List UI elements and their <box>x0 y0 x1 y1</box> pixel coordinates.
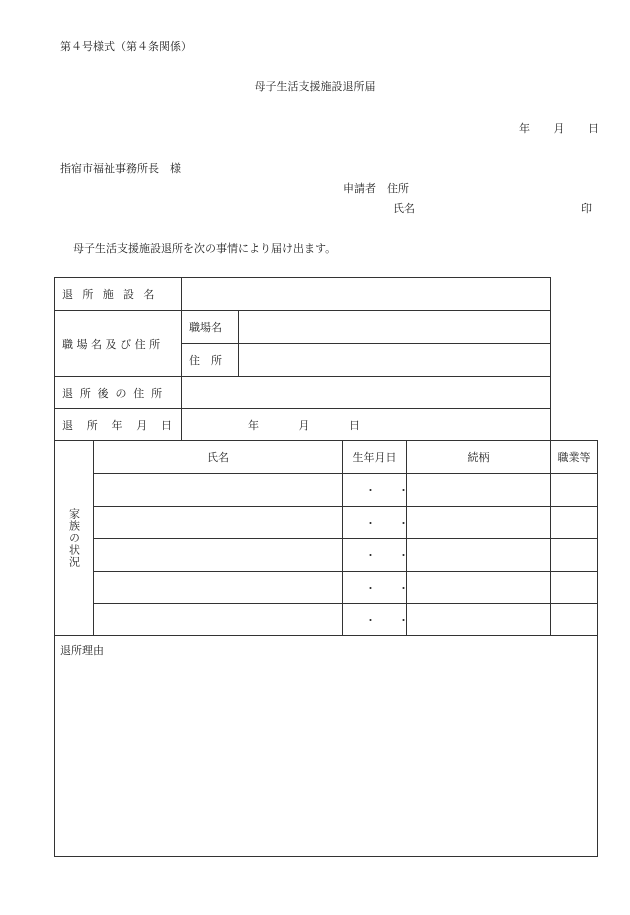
facility-label-cell <box>55 278 182 311</box>
post-address-input[interactable] <box>182 377 551 409</box>
date-year-label: 年 <box>519 122 530 135</box>
family-label: 家族の状況 <box>67 508 81 568</box>
facility-input[interactable] <box>182 278 551 311</box>
workplace-address-label: 住 所 <box>182 344 239 377</box>
form-number-label: 第４号様式（第４条関係） <box>60 40 192 53</box>
post-address-row <box>55 377 598 409</box>
family-occupation-input[interactable] <box>551 474 598 507</box>
reason-input[interactable] <box>55 636 598 857</box>
post-address-label: 退所後の住所 <box>62 386 169 400</box>
workplace-label: 職場名及び住所 <box>62 337 164 351</box>
family-occupation-input[interactable] <box>551 507 598 539</box>
exit-year-label: 年 <box>248 418 259 432</box>
family-col-birthdate: 生年月日 <box>343 441 407 474</box>
submission-date <box>519 120 599 136</box>
family-occupation-input[interactable] <box>551 539 598 572</box>
facility-row <box>55 278 598 311</box>
workplace-address-input[interactable] <box>239 344 551 377</box>
workplace-name-label: 職場名 <box>182 311 239 344</box>
addressee: 指宿市福祉事務所長 様 <box>60 162 181 175</box>
exit-date-label-cell <box>55 409 186 441</box>
post-address-label-cell <box>55 377 182 409</box>
family-header-row <box>55 441 598 474</box>
family-birthdate-input[interactable] <box>343 474 431 507</box>
birthdate-placeholder: ・・ <box>365 516 431 530</box>
seal-mark: 印 <box>581 202 592 215</box>
workplace-name-input[interactable] <box>239 311 551 344</box>
workplace-label-cell <box>55 311 182 377</box>
reason-row <box>55 636 598 857</box>
family-col-occupation: 職業等 <box>551 441 598 474</box>
applicant-address-label: 申請者 住所 <box>343 182 409 195</box>
family-row <box>55 604 598 636</box>
date-month-label: 月 <box>553 122 565 135</box>
family-label-cell <box>55 441 94 636</box>
family-row <box>55 507 598 539</box>
family-row <box>55 474 598 507</box>
birthdate-placeholder: ・・ <box>365 549 431 562</box>
family-birthdate-input[interactable] <box>343 539 431 572</box>
applicant-name-label: 氏名 <box>393 202 415 215</box>
exit-month-label: 月 <box>298 418 310 432</box>
family-birthdate-input[interactable] <box>343 572 431 604</box>
family-name-input[interactable] <box>94 604 343 636</box>
family-birthdate-input[interactable] <box>343 604 431 636</box>
exit-date-row <box>55 409 598 441</box>
family-row <box>55 539 598 572</box>
family-row <box>55 572 598 604</box>
exit-day-label: 日 <box>349 418 360 432</box>
family-col-name: 氏名 <box>94 441 343 474</box>
family-name-input[interactable] <box>94 572 343 604</box>
family-col-relationship: 続柄 <box>407 441 551 474</box>
birthdate-placeholder: ・・ <box>365 581 431 595</box>
birthdate-placeholder: ・・ <box>365 484 431 497</box>
family-occupation-input[interactable] <box>551 604 598 636</box>
family-name-input[interactable] <box>94 507 343 539</box>
family-name-input[interactable] <box>94 539 343 572</box>
birthdate-placeholder: ・・ <box>365 613 431 627</box>
family-birthdate-input[interactable] <box>343 507 431 539</box>
exit-date-label: 退所年月日 <box>62 418 186 432</box>
workplace-name-row <box>55 311 598 344</box>
date-day-label: 日 <box>588 122 599 135</box>
exit-date-input[interactable] <box>182 409 551 441</box>
intro-statement: 母子生活支援施設退所を次の事情により届け出ます。 <box>73 242 337 255</box>
withdrawal-form-table <box>54 277 598 857</box>
reason-label: 退所理由 <box>60 644 104 657</box>
facility-label: 退所施設名 <box>62 288 164 301</box>
family-occupation-input[interactable] <box>551 572 598 604</box>
document-title: 母子生活支援施設退所届 <box>254 80 376 93</box>
family-name-input[interactable] <box>94 474 343 507</box>
